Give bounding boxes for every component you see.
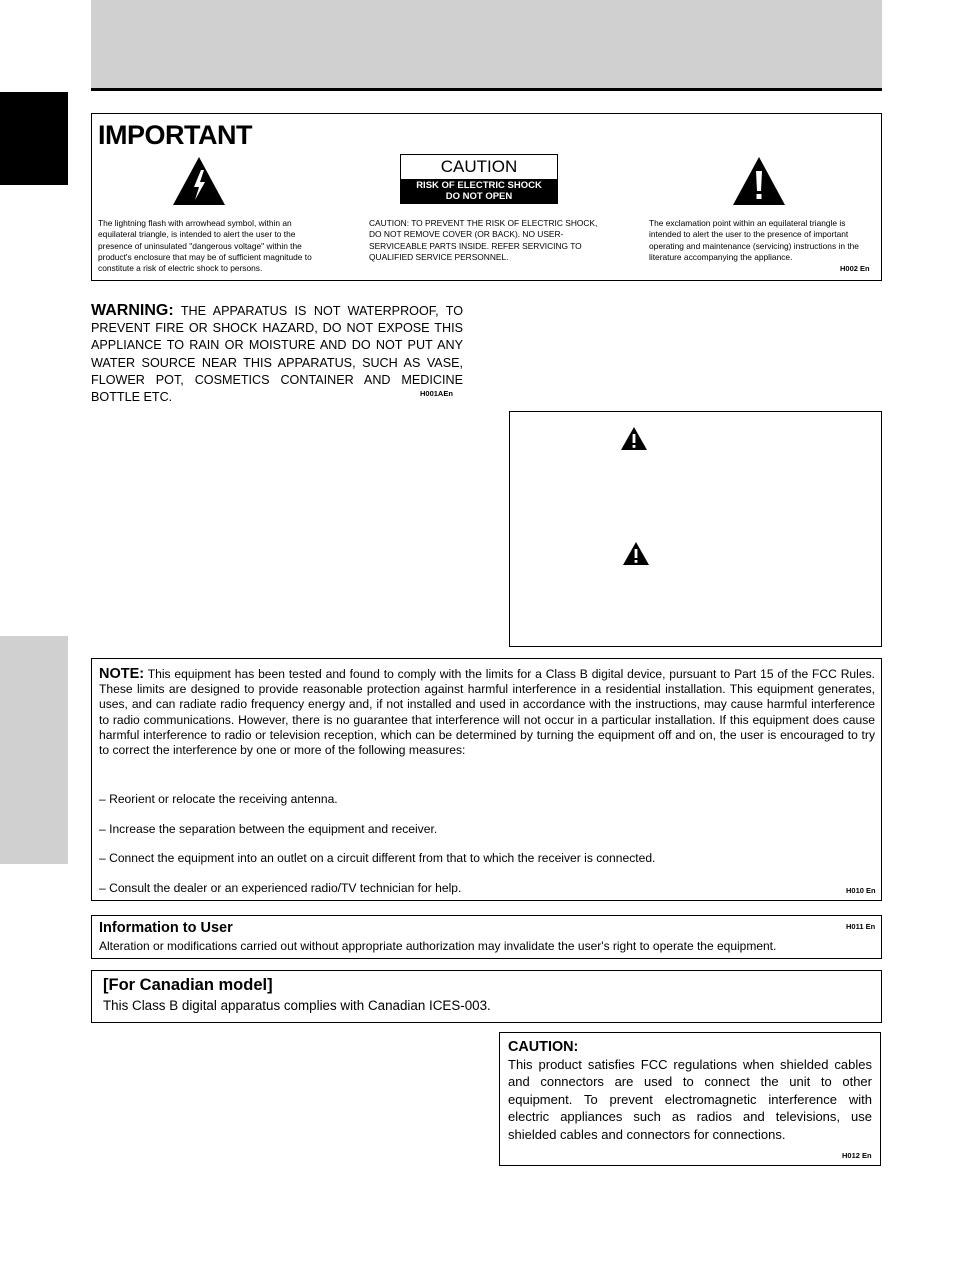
- note-lead: NOTE:: [99, 666, 145, 682]
- header-band: [91, 0, 882, 88]
- note-code: H010 En: [846, 886, 876, 895]
- list-item: – Reorient or relocate the receiving antenna.: [99, 792, 338, 806]
- caution-code: H012 En: [842, 1151, 872, 1160]
- caution-label-line1: RISK OF ELECTRIC SHOCK: [416, 180, 542, 191]
- note-paragraph: [99, 667, 875, 758]
- caution-label-top: CAUTION: [401, 155, 557, 179]
- warning-triangle-icon: [622, 541, 650, 566]
- warning-triangle-icon: [620, 426, 648, 451]
- canada-text: This Class B digital apparatus complies with Canadian ICES-003.: [103, 998, 491, 1013]
- important-box: [91, 113, 882, 281]
- info-user-box: [91, 915, 882, 959]
- list-item: – Connect the equipment into an outlet on a circuit different from that to which the receiver is connected.: [99, 851, 656, 865]
- important-title: IMPORTANT: [98, 120, 252, 150]
- caution-label-bottom: [401, 179, 557, 204]
- canada-box: [91, 970, 882, 1023]
- list-item: – Consult the dealer or an experienced radio/TV technician for help.: [99, 881, 462, 895]
- exclamation-description: The exclamation point within an equilateral triangle is intended to alert the user to the presence of important operating and maintenance (servicing) instructions in the literature accompanying the appliance.: [649, 218, 859, 262]
- caution-description: CAUTION: TO PREVENT THE RISK OF ELECTRIC SHOCK, DO NOT REMOVE COVER (OR BACK). NO USER-SERVICEABLE PARTS INSIDE. REFER SERVICING TO QUALIFIED SERVICE PERSONNEL.: [369, 218, 598, 262]
- exclamation-triangle-icon: [732, 156, 786, 206]
- important-code: H002 En: [840, 264, 870, 273]
- lightning-triangle-icon: [172, 156, 226, 206]
- warning-code: H001AEn: [420, 389, 453, 398]
- header-rule: [91, 88, 882, 91]
- caution-label-line2: DO NOT OPEN: [445, 191, 513, 202]
- warning-text: THE APPARATUS IS NOT WATERPROOF, TO PREVENT FIRE OR SHOCK HAZARD, DO NOT EXPOSE THIS APPLIANCE TO RAIN OR MOISTURE AND DO NOT PUT ANY WATER SOURCE NEAR THIS APPARATUS, SUCH AS VASE, FLOWER POT, COSMETICS CONTAINER AND MEDICINE BOTTLE ETC.: [91, 304, 464, 405]
- symbol-box: [509, 411, 882, 647]
- info-user-text: Alteration or modifications carried out without appropriate authorization may invalidate the user's right to operate the equipment.: [99, 939, 777, 953]
- caution-title: CAUTION:: [508, 1039, 579, 1055]
- canada-title: [For Canadian model]: [103, 976, 273, 994]
- warning-lead: WARNING:: [91, 302, 174, 319]
- side-tab-gray: [0, 636, 68, 864]
- caution-box: [499, 1032, 881, 1166]
- caution-text: This product satisfies FCC regulations when shielded cables and connectors are used to connect the unit to other equipment. To prevent electromagnetic interference with electric appliances such as radios and televisions, use shielded cables and connectors for connections.: [508, 1057, 872, 1142]
- info-user-code: H011 En: [846, 922, 876, 931]
- lightning-description: The lightning flash with arrowhead symbol, within an equilateral triangle, is intended to alert the user to the presence of uninsulated "dangerous voltage" within the product's enclosure that may be of sufficient magnitude to constitute a risk of electric shock to persons.: [98, 218, 312, 274]
- list-item: – Increase the separation between the equipment and receiver.: [99, 822, 438, 836]
- warning-block: [91, 302, 463, 406]
- side-tab-black: [0, 92, 68, 185]
- note-text: This equipment has been tested and found to comply with the limits for a Class B digital device, pursuant to Part 15 of the FCC Rules. These limits are designed to provide reasonable protection against harmful interference in a residential installation. This equipment generates, uses, and can radiate radio frequency energy and, if not installed and used in accordance with the instructions, may cause harmful interference to radio communications. However, there is no guarantee that interference will not occur in a particular installation. If this equipment does cause harmful interference to radio or television reception, which can be determined by turning the equipment off and on, the user is encouraged to try to correct the interference by one or more of the following measures:: [99, 667, 875, 758]
- info-user-title: Information to User: [99, 920, 233, 936]
- note-box: [91, 658, 882, 901]
- caution-label: [400, 154, 558, 204]
